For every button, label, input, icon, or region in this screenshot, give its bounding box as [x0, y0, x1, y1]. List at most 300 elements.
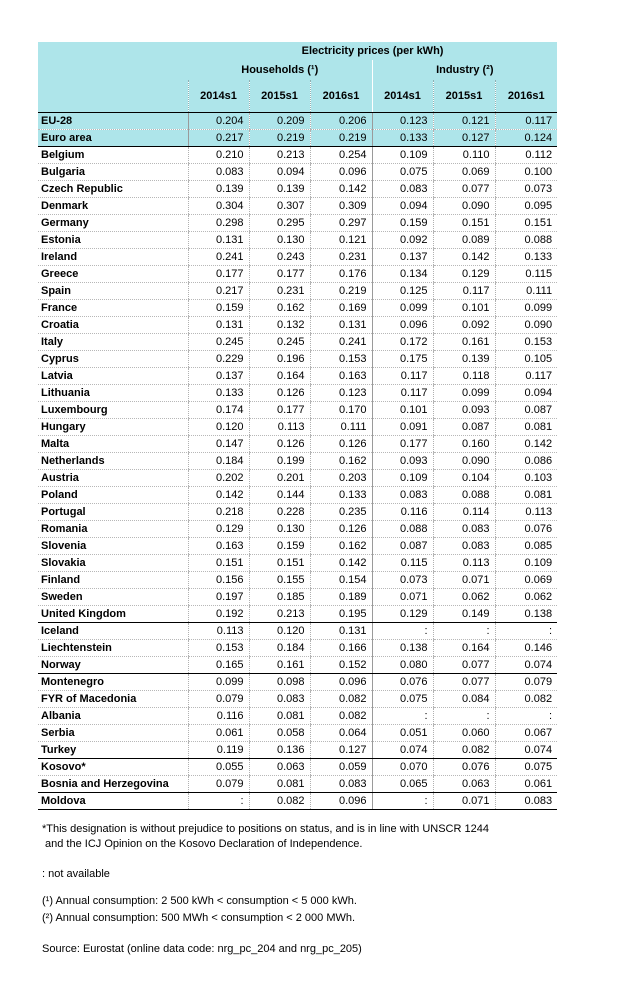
table-row — [38, 742, 557, 759]
price-cell: 0.201 — [249, 470, 310, 487]
price-cell: 0.081 — [495, 419, 557, 436]
price-cell: 0.213 — [249, 606, 310, 623]
price-cell: 0.218 — [188, 504, 249, 521]
price-cell: 0.203 — [310, 470, 372, 487]
price-cell: : — [372, 793, 433, 810]
price-cell: 0.093 — [433, 402, 495, 419]
price-cell: 0.119 — [188, 742, 249, 759]
price-cell: 0.076 — [495, 521, 557, 538]
price-cell: 0.151 — [433, 215, 495, 232]
price-cell: 0.185 — [249, 589, 310, 606]
country-label: Slovakia — [38, 555, 188, 572]
price-cell: 0.114 — [433, 504, 495, 521]
price-cell: 0.081 — [249, 708, 310, 725]
price-cell: 0.083 — [372, 181, 433, 198]
price-cell: 0.096 — [310, 793, 372, 810]
price-cell: 0.151 — [249, 555, 310, 572]
price-cell: 0.064 — [310, 725, 372, 742]
price-cell: 0.243 — [249, 249, 310, 266]
price-cell: 0.130 — [249, 521, 310, 538]
table-row — [38, 368, 557, 385]
price-cell: 0.210 — [188, 147, 249, 164]
price-cell: 0.127 — [433, 130, 495, 147]
price-cell: 0.101 — [433, 300, 495, 317]
table-row — [38, 793, 557, 810]
households-header: Households (¹) — [188, 60, 372, 80]
price-cell: 0.096 — [372, 317, 433, 334]
price-cell: : — [433, 623, 495, 640]
price-cell: 0.123 — [372, 113, 433, 130]
table-row — [38, 334, 557, 351]
price-cell: 0.177 — [249, 266, 310, 283]
price-cell: 0.090 — [433, 453, 495, 470]
table-row — [38, 521, 557, 538]
price-cell: 0.163 — [310, 368, 372, 385]
price-cell: 0.162 — [310, 453, 372, 470]
price-cell: 0.142 — [433, 249, 495, 266]
price-cell: 0.142 — [495, 436, 557, 453]
price-cell: 0.174 — [188, 402, 249, 419]
table-row — [38, 419, 557, 436]
year-header: 2015s1 — [249, 80, 310, 113]
price-cell: 0.092 — [433, 317, 495, 334]
price-cell: 0.062 — [495, 589, 557, 606]
price-cell: 0.138 — [495, 606, 557, 623]
table-row — [38, 317, 557, 334]
price-cell: 0.204 — [188, 113, 249, 130]
country-label: Finland — [38, 572, 188, 589]
price-cell: 0.161 — [433, 334, 495, 351]
price-cell: 0.139 — [188, 181, 249, 198]
price-cell: 0.083 — [433, 538, 495, 555]
price-cell: 0.075 — [372, 691, 433, 708]
price-cell: 0.116 — [372, 504, 433, 521]
price-cell: 0.217 — [188, 283, 249, 300]
price-cell: 0.123 — [310, 385, 372, 402]
price-cell: 0.153 — [495, 334, 557, 351]
price-cell: 0.117 — [372, 385, 433, 402]
price-cell: 0.099 — [372, 300, 433, 317]
price-cell: : — [372, 708, 433, 725]
price-cell: 0.117 — [495, 368, 557, 385]
price-cell: : — [495, 623, 557, 640]
price-cell: 0.129 — [188, 521, 249, 538]
price-cell: 0.133 — [495, 249, 557, 266]
country-label: Iceland — [38, 623, 188, 640]
price-cell: 0.133 — [372, 130, 433, 147]
country-label: Kosovo* — [38, 759, 188, 776]
price-cell: 0.309 — [310, 198, 372, 215]
price-cell: 0.154 — [310, 572, 372, 589]
price-cell: 0.074 — [495, 657, 557, 674]
table-row — [38, 436, 557, 453]
table-body — [38, 113, 557, 810]
price-cell: 0.096 — [310, 674, 372, 691]
price-cell: 0.075 — [372, 164, 433, 181]
price-cell: 0.137 — [188, 368, 249, 385]
price-cell: 0.254 — [310, 147, 372, 164]
price-cell: 0.060 — [433, 725, 495, 742]
price-cell: 0.089 — [433, 232, 495, 249]
price-cell: 0.085 — [495, 538, 557, 555]
price-cell: 0.061 — [495, 776, 557, 793]
table-row — [38, 181, 557, 198]
source-note: Source: Eurostat (online data code: nrg_pc_204 and nrg_pc_205) — [42, 943, 362, 955]
table-row — [38, 725, 557, 742]
price-cell: 0.165 — [188, 657, 249, 674]
price-cell: 0.231 — [310, 249, 372, 266]
price-cell: 0.088 — [495, 232, 557, 249]
price-cell: 0.217 — [188, 130, 249, 147]
price-cell: 0.172 — [372, 334, 433, 351]
table-row — [38, 266, 557, 283]
price-cell: 0.177 — [249, 402, 310, 419]
price-cell: 0.082 — [433, 742, 495, 759]
price-cell: 0.139 — [249, 181, 310, 198]
price-cell: 0.112 — [495, 147, 557, 164]
country-label: Lithuania — [38, 385, 188, 402]
country-label: Poland — [38, 487, 188, 504]
table-row — [38, 640, 557, 657]
price-cell: 0.149 — [433, 606, 495, 623]
price-cell: 0.077 — [433, 181, 495, 198]
country-label: FYR of Macedonia — [38, 691, 188, 708]
footnotes — [42, 822, 602, 957]
price-cell: 0.090 — [495, 317, 557, 334]
price-cell: 0.113 — [495, 504, 557, 521]
price-cell: 0.095 — [495, 198, 557, 215]
price-cell: 0.115 — [372, 555, 433, 572]
price-cell: 0.142 — [188, 487, 249, 504]
price-cell: 0.126 — [310, 521, 372, 538]
price-cell: 0.082 — [495, 691, 557, 708]
price-cell: 0.094 — [372, 198, 433, 215]
price-cell: 0.083 — [433, 521, 495, 538]
kosovo-note-line-1: *This designation is without prejudice to positions on status, and is in line with UNSCR 1244 — [42, 823, 489, 835]
header-blank — [38, 60, 188, 80]
country-label: Romania — [38, 521, 188, 538]
price-cell: 0.121 — [310, 232, 372, 249]
price-cell: 0.069 — [495, 572, 557, 589]
table-row — [38, 504, 557, 521]
country-label: Portugal — [38, 504, 188, 521]
country-label: Austria — [38, 470, 188, 487]
year-header: 2016s1 — [495, 80, 557, 113]
price-cell: 0.132 — [249, 317, 310, 334]
table-row — [38, 691, 557, 708]
price-cell: 0.161 — [249, 657, 310, 674]
price-cell: 0.116 — [188, 708, 249, 725]
price-cell: 0.087 — [433, 419, 495, 436]
price-cell: 0.087 — [372, 538, 433, 555]
price-cell: 0.099 — [433, 385, 495, 402]
table-header — [38, 42, 557, 113]
not-available-note: : not available — [42, 868, 110, 880]
price-cell: 0.170 — [310, 402, 372, 419]
price-cell: 0.093 — [372, 453, 433, 470]
price-cell: 0.077 — [433, 657, 495, 674]
price-cell: 0.142 — [310, 555, 372, 572]
price-cell: 0.094 — [495, 385, 557, 402]
table-row — [38, 674, 557, 691]
price-cell: 0.101 — [372, 402, 433, 419]
price-cell: 0.151 — [188, 555, 249, 572]
price-cell: 0.152 — [310, 657, 372, 674]
table-row — [38, 215, 557, 232]
price-cell: 0.125 — [372, 283, 433, 300]
country-label: Denmark — [38, 198, 188, 215]
price-cell: 0.129 — [433, 266, 495, 283]
price-cell: 0.153 — [188, 640, 249, 657]
price-cell: 0.144 — [249, 487, 310, 504]
price-cell: 0.077 — [433, 674, 495, 691]
price-cell: 0.084 — [433, 691, 495, 708]
price-cell: 0.206 — [310, 113, 372, 130]
price-cell: 0.138 — [372, 640, 433, 657]
footnote-1: (¹) Annual consumption: 2 500 kWh < consumption < 5 000 kWh. — [42, 895, 357, 907]
price-cell: 0.307 — [249, 198, 310, 215]
price-cell: 0.083 — [495, 793, 557, 810]
country-label: Italy — [38, 334, 188, 351]
price-cell: 0.076 — [372, 674, 433, 691]
footnote-2: (²) Annual consumption: 500 MWh < consumption < 2 000 MWh. — [42, 912, 356, 924]
price-cell: 0.134 — [372, 266, 433, 283]
price-cell: 0.117 — [495, 113, 557, 130]
country-label: Ireland — [38, 249, 188, 266]
price-cell: 0.100 — [495, 164, 557, 181]
price-cell: 0.058 — [249, 725, 310, 742]
price-cell: 0.184 — [249, 640, 310, 657]
price-cell: 0.126 — [249, 385, 310, 402]
price-cell: 0.073 — [495, 181, 557, 198]
country-label: Latvia — [38, 368, 188, 385]
table-row — [38, 453, 557, 470]
country-label: Luxembourg — [38, 402, 188, 419]
country-label: Malta — [38, 436, 188, 453]
price-cell: 0.055 — [188, 759, 249, 776]
price-cell: 0.083 — [310, 776, 372, 793]
price-cell: 0.083 — [249, 691, 310, 708]
price-cell: 0.074 — [495, 742, 557, 759]
table-row — [38, 351, 557, 368]
price-cell: 0.063 — [249, 759, 310, 776]
price-cell: 0.104 — [433, 470, 495, 487]
price-cell: 0.131 — [188, 232, 249, 249]
price-cell: 0.082 — [249, 793, 310, 810]
price-cell: 0.051 — [372, 725, 433, 742]
price-cell: 0.088 — [433, 487, 495, 504]
price-cell: 0.192 — [188, 606, 249, 623]
table-row — [38, 130, 557, 147]
price-cell: 0.086 — [495, 453, 557, 470]
price-cell: 0.113 — [249, 419, 310, 436]
price-cell: 0.151 — [495, 215, 557, 232]
price-cell: 0.146 — [495, 640, 557, 657]
price-cell: 0.071 — [433, 793, 495, 810]
price-cell: 0.081 — [249, 776, 310, 793]
price-cell: 0.117 — [372, 368, 433, 385]
country-label: Slovenia — [38, 538, 188, 555]
price-cell: 0.153 — [310, 351, 372, 368]
price-cell: 0.142 — [310, 181, 372, 198]
table-row — [38, 198, 557, 215]
country-label: Netherlands — [38, 453, 188, 470]
price-cell: 0.164 — [433, 640, 495, 657]
price-cell: 0.231 — [249, 283, 310, 300]
price-cell: 0.219 — [310, 283, 372, 300]
table-row — [38, 606, 557, 623]
price-cell: 0.099 — [188, 674, 249, 691]
price-cell: 0.096 — [310, 164, 372, 181]
table-row — [38, 589, 557, 606]
price-cell: 0.063 — [433, 776, 495, 793]
price-cell: 0.202 — [188, 470, 249, 487]
country-label: Sweden — [38, 589, 188, 606]
price-cell: 0.092 — [372, 232, 433, 249]
price-cell: 0.069 — [433, 164, 495, 181]
table-row — [38, 147, 557, 164]
price-cell: 0.118 — [433, 368, 495, 385]
price-cell: 0.139 — [433, 351, 495, 368]
price-cell: 0.098 — [249, 674, 310, 691]
electricity-prices-table — [38, 42, 557, 810]
country-label: Greece — [38, 266, 188, 283]
price-cell: 0.184 — [188, 453, 249, 470]
price-cell: 0.094 — [249, 164, 310, 181]
price-cell: 0.129 — [372, 606, 433, 623]
year-header: 2014s1 — [188, 80, 249, 113]
industry-header: Industry (²) — [372, 60, 557, 80]
price-cell: 0.074 — [372, 742, 433, 759]
country-label: Bosnia and Herzegovina — [38, 776, 188, 793]
country-label: Montenegro — [38, 674, 188, 691]
table-row — [38, 708, 557, 725]
price-cell: 0.209 — [249, 113, 310, 130]
price-cell: 0.133 — [188, 385, 249, 402]
price-cell: 0.083 — [372, 487, 433, 504]
price-cell: 0.155 — [249, 572, 310, 589]
price-cell: 0.113 — [188, 623, 249, 640]
price-cell: 0.109 — [372, 147, 433, 164]
price-cell: 0.197 — [188, 589, 249, 606]
price-cell: 0.175 — [372, 351, 433, 368]
price-cell: 0.126 — [249, 436, 310, 453]
price-cell: 0.213 — [249, 147, 310, 164]
table-row — [38, 164, 557, 181]
price-cell: 0.062 — [433, 589, 495, 606]
country-label: Hungary — [38, 419, 188, 436]
price-cell: 0.196 — [249, 351, 310, 368]
price-cell: : — [495, 708, 557, 725]
table-row — [38, 555, 557, 572]
country-label: Liechtenstein — [38, 640, 188, 657]
country-label: Albania — [38, 708, 188, 725]
country-label: Belgium — [38, 147, 188, 164]
country-label: Norway — [38, 657, 188, 674]
country-label: Cyprus — [38, 351, 188, 368]
price-cell: 0.073 — [372, 572, 433, 589]
country-label: Spain — [38, 283, 188, 300]
price-cell: 0.076 — [433, 759, 495, 776]
price-cell: 0.166 — [310, 640, 372, 657]
price-cell: 0.169 — [310, 300, 372, 317]
table-row — [38, 249, 557, 266]
price-cell: 0.164 — [249, 368, 310, 385]
price-cell: 0.295 — [249, 215, 310, 232]
price-cell: 0.126 — [310, 436, 372, 453]
price-cell: 0.162 — [249, 300, 310, 317]
price-cell: 0.109 — [495, 555, 557, 572]
price-cell: 0.159 — [372, 215, 433, 232]
price-cell: 0.131 — [188, 317, 249, 334]
price-cell: 0.162 — [310, 538, 372, 555]
table-row — [38, 572, 557, 589]
table-row — [38, 113, 557, 130]
table-row — [38, 300, 557, 317]
price-cell: 0.113 — [433, 555, 495, 572]
price-cell: 0.245 — [188, 334, 249, 351]
price-cell: 0.088 — [372, 521, 433, 538]
price-cell: 0.120 — [249, 623, 310, 640]
price-cell: 0.111 — [495, 283, 557, 300]
price-cell: 0.120 — [188, 419, 249, 436]
price-cell: 0.137 — [372, 249, 433, 266]
price-cell: 0.131 — [310, 623, 372, 640]
price-cell: 0.079 — [188, 776, 249, 793]
price-cell: 0.099 — [495, 300, 557, 317]
country-label: Turkey — [38, 742, 188, 759]
header-blank — [38, 42, 188, 60]
header-blank — [38, 80, 188, 113]
price-cell: 0.109 — [372, 470, 433, 487]
price-cell: 0.176 — [310, 266, 372, 283]
kosovo-note-line-2: and the ICJ Opinion on the Kosovo Declaration of Independence. — [45, 838, 363, 850]
price-cell: 0.081 — [495, 487, 557, 504]
price-cell: 0.219 — [310, 130, 372, 147]
table-row — [38, 538, 557, 555]
price-cell: 0.067 — [495, 725, 557, 742]
price-cell: 0.228 — [249, 504, 310, 521]
price-cell: 0.087 — [495, 402, 557, 419]
price-cell: 0.298 — [188, 215, 249, 232]
price-cell: 0.297 — [310, 215, 372, 232]
table-title: Electricity prices (per kWh) — [188, 42, 557, 60]
price-cell: 0.160 — [433, 436, 495, 453]
year-header: 2016s1 — [310, 80, 372, 113]
price-cell: 0.133 — [310, 487, 372, 504]
price-cell: 0.159 — [249, 538, 310, 555]
table-row — [38, 623, 557, 640]
price-cell: : — [433, 708, 495, 725]
price-cell: 0.111 — [310, 419, 372, 436]
year-header: 2015s1 — [433, 80, 495, 113]
price-cell: 0.065 — [372, 776, 433, 793]
price-cell: : — [372, 623, 433, 640]
table-row — [38, 487, 557, 504]
price-cell: 0.110 — [433, 147, 495, 164]
price-cell: 0.177 — [372, 436, 433, 453]
price-cell: 0.124 — [495, 130, 557, 147]
price-cell: 0.071 — [433, 572, 495, 589]
price-cell: 0.219 — [249, 130, 310, 147]
country-label: Serbia — [38, 725, 188, 742]
country-label: Estonia — [38, 232, 188, 249]
table-row — [38, 402, 557, 419]
price-cell: 0.163 — [188, 538, 249, 555]
price-cell: 0.177 — [188, 266, 249, 283]
price-cell: 0.199 — [249, 453, 310, 470]
table-row — [38, 470, 557, 487]
